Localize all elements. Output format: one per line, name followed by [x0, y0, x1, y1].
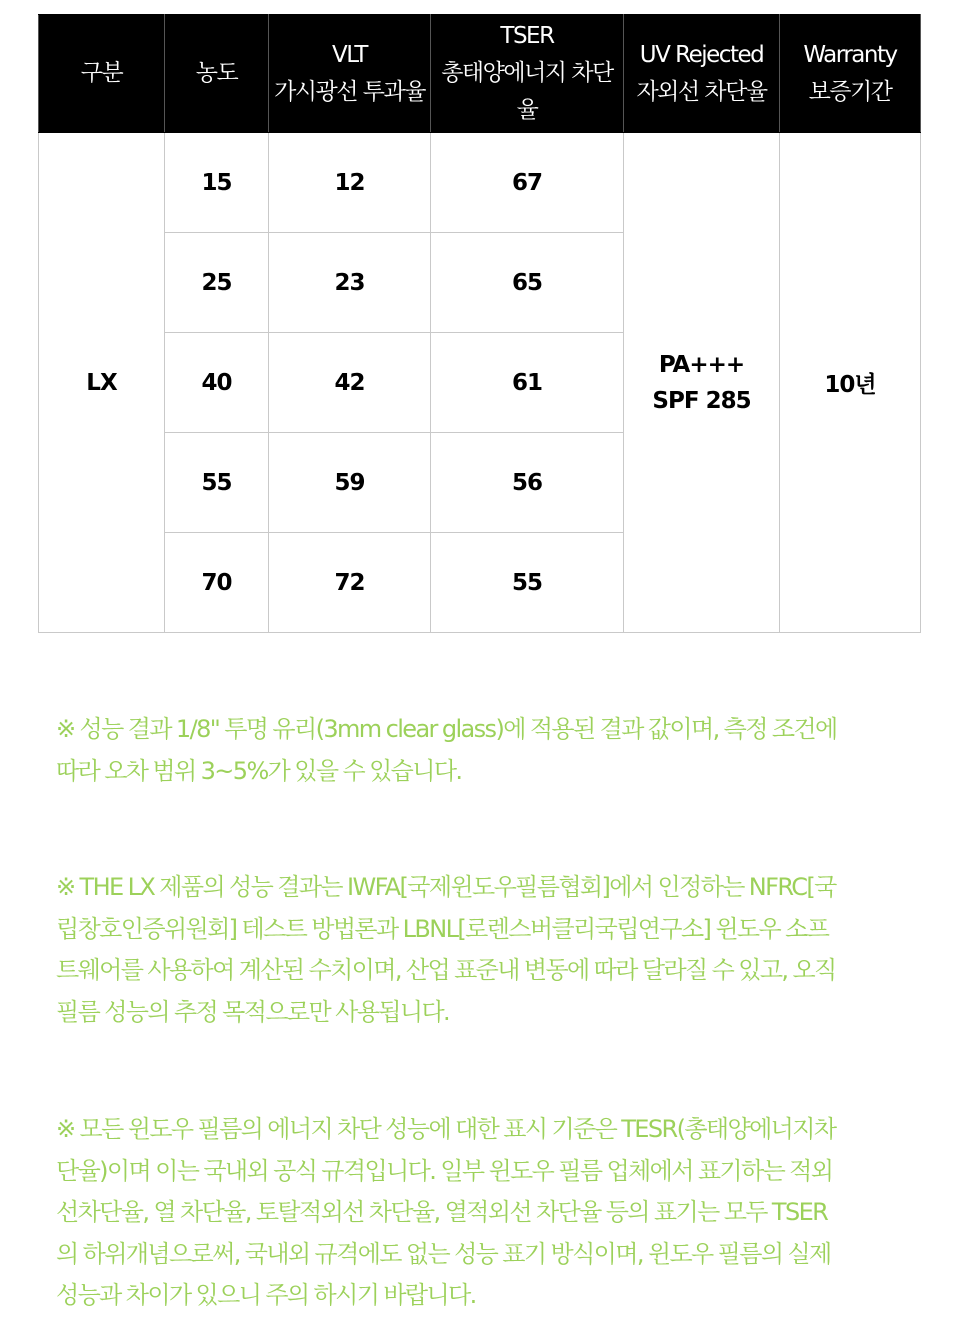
vlt-cell: 72	[269, 533, 431, 633]
note-energy-standard: ※ 모든 윈도우 필름의 에너지 차단 성능에 대한 표시 기준은 TESR(총태양에너지차 단율)이며 이는 국내외 공식 규격입니다. 일부 윈도우 필름 업체에서 표기하는 적외 선차단율, 열 차단율, 토탈적외선 차단율, 열적외선 차단율 등의 표기는 모두 TSER 의 하위개념으로써, 국내외 규격에도 없는 성능 표기 방식이며, 윈도우 필름의 실제 성능과 차이가 있으니 주의 하시기 바랍니다.	[56, 1115, 836, 1309]
header-uv-rejected: UV Rejected 자외선 차단율	[624, 15, 780, 133]
performance-spec-table	[38, 14, 921, 633]
tser-cell: 61	[431, 333, 624, 433]
vlt-cell: 42	[269, 333, 431, 433]
vlt-cell: 23	[269, 233, 431, 333]
tser-cell: 67	[431, 133, 624, 233]
density-cell: 40	[165, 333, 269, 433]
tser-cell: 65	[431, 233, 624, 333]
tser-cell: 55	[431, 533, 624, 633]
table-row	[39, 133, 921, 233]
table-header-row	[39, 15, 921, 133]
vlt-cell: 59	[269, 433, 431, 533]
warranty-cell: 10년	[780, 133, 921, 633]
density-cell: 70	[165, 533, 269, 633]
density-cell: 15	[165, 133, 269, 233]
header-density: 농도	[165, 15, 269, 133]
header-warranty: Warranty 보증기간	[780, 15, 921, 133]
note-test-methodology: ※ THE LX 제품의 성능 결과는 IWFA[국제윈도우필름협회]에서 인정하는 NFRC[국 립창호인증위원회] 테스트 방법론과 LBNL[로렌스버클리국립연구소] 윈도우 소프 트웨어를 사용하여 계산된 수치이며, 산업 표준내 변동에 따라 달라질 수 있고, 오직 필름 성능의 추정 목적으로만 사용됩니다.	[56, 873, 836, 1026]
header-vlt: VLT 가시광선 투과율	[269, 15, 431, 133]
density-cell: 55	[165, 433, 269, 533]
vlt-cell: 12	[269, 133, 431, 233]
uv-rejected-cell: PA+++ SPF 285	[624, 133, 780, 633]
density-cell: 25	[165, 233, 269, 333]
header-category: 구분	[39, 15, 165, 133]
note-measurement-condition: ※ 성능 결과 1/8" 투명 유리(3mm clear glass)에 적용된 결과 값이며, 측정 조건에 따라 오차 범위 3~5%가 있을 수 있습니다.	[56, 715, 837, 785]
header-tser: TSER 총태양에너지 차단 율	[431, 15, 624, 133]
tser-cell: 56	[431, 433, 624, 533]
product-name-cell: LX	[39, 133, 165, 633]
